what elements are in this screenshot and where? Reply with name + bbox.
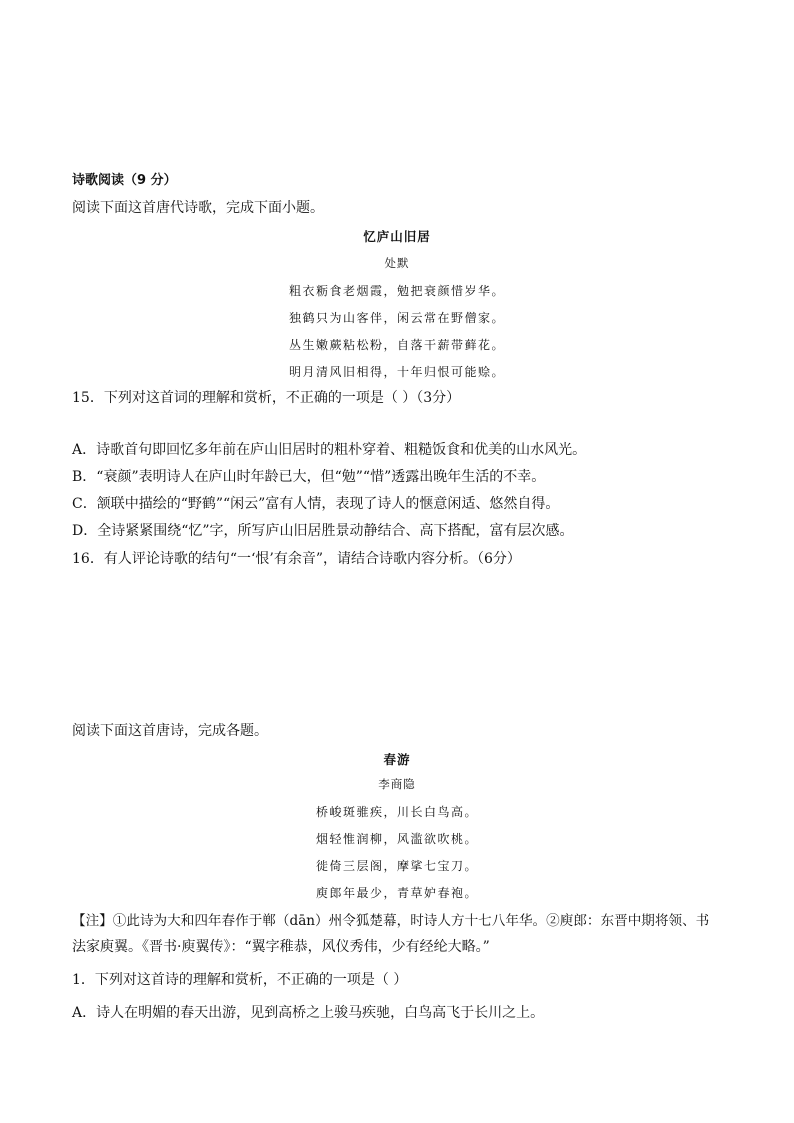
question-15-option-b: B．“衰颜”表明诗人在庐山时年龄已大，但“勉”“惜”透露出晚年生活的不幸。: [72, 469, 546, 485]
poem-author: 处默: [384, 256, 410, 270]
question-1-stem: 1．下列对这首诗的理解和赏析，不正确的一项是（ ）: [72, 972, 408, 988]
question-1-option-a: A．诗人在明媚的春天出游，见到高桥之上骏马疾驰，白鸟高飞于长川之上。: [72, 1005, 545, 1021]
question-16-stem: 16．有人评论诗歌的结句“一‘恨’有余音”，请结合诗歌内容分析。（6分）: [72, 551, 521, 567]
poem-author: 李商隐: [378, 777, 416, 791]
poem-line: 庾郎年最少，青草妒春袍。: [315, 886, 478, 900]
poem-line: 桥峻斑骓疾，川长白鸟高。: [315, 805, 478, 819]
section-instruction: 阅读下面这首唐代诗歌，完成下面小题。: [72, 200, 324, 216]
section-heading: 诗歌阅读（9 分）: [72, 173, 177, 188]
question-15-stem: 15．下列对这首词的理解和赏析，不正确的一项是（ ）（3分）: [72, 390, 461, 406]
poem-line: 丛生嫩蕨粘松粉，自落干薪带藓花。: [288, 338, 505, 352]
question-15-option-c: C．颔联中描绘的“野鹤”“闲云”富有人情，表现了诗人的惬意闲适、悠然自得。: [72, 496, 560, 512]
section-instruction: 阅读下面这首唐诗，完成各题。: [72, 723, 268, 739]
poem-line: 明月清风旧相得，十年归恨可能赊。: [288, 365, 505, 379]
question-15-option-a: A．诗歌首句即回忆多年前在庐山旧居时的粗朴穿着、粗糙饭食和优美的山水风光。: [72, 442, 587, 458]
poem-line: 烟轻惟润柳，风滥欲吹桃。: [315, 832, 478, 846]
poem-title: 春游: [383, 752, 411, 767]
poem-line: 独鹤只为山客伴，闲云常在野僧家。: [288, 311, 505, 325]
poem-line: 徙倚三层阁，摩挲七宝刀。: [315, 859, 478, 873]
poem-title: 忆庐山旧居: [363, 229, 431, 244]
poem-line: 粗衣粝食老烟霞，勉把衰颜惜岁华。: [288, 284, 505, 298]
poem-note: 法家庾翼。《晋书·庾翼传》：“翼字稚恭，风仪秀伟，少有经纶大略。”: [72, 939, 490, 955]
question-15-option-d: D．全诗紧紧围绕“忆”字，所写庐山旧居胜景动静结合、高下搭配，富有层次感。: [72, 523, 574, 539]
poem-note: 【注】①此诗为大和四年春作于郸（dān）州令狐楚幕，时诗人方十七八年华。②庾郎：东晋中期将领、书: [72, 913, 710, 929]
